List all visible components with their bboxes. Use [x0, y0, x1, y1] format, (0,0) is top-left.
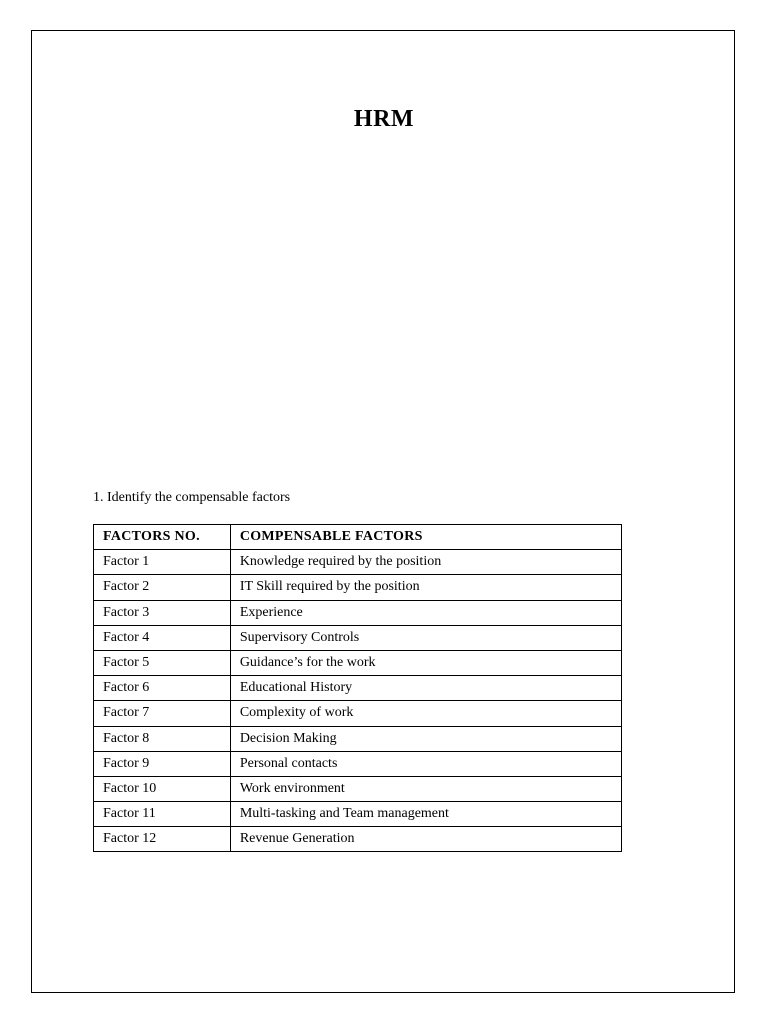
header-compensable-factors: COMPENSABLE FACTORS — [230, 525, 621, 550]
factor-name-cell: Complexity of work — [230, 701, 621, 726]
table-row — [94, 827, 622, 852]
table-header-row — [94, 525, 622, 550]
table-row — [94, 650, 622, 675]
factor-name-cell: IT Skill required by the position — [230, 575, 621, 600]
factor-name-cell: Guidance’s for the work — [230, 650, 621, 675]
table-row — [94, 625, 622, 650]
factor-number-cell: Factor 5 — [94, 650, 231, 675]
table-row — [94, 676, 622, 701]
table-row — [94, 550, 622, 575]
factor-name-cell: Supervisory Controls — [230, 625, 621, 650]
page-title: HRM — [353, 106, 415, 132]
factor-name-cell: Multi-tasking and Team management — [230, 802, 621, 827]
question-text: 1. Identify the compensable factors — [93, 490, 291, 505]
table-row — [94, 701, 622, 726]
factor-name-cell: Educational History — [230, 676, 621, 701]
factor-number-cell: Factor 4 — [94, 625, 231, 650]
factor-name-cell: Personal contacts — [230, 751, 621, 776]
table-row — [94, 776, 622, 801]
compensable-factors-table — [93, 524, 622, 852]
factor-number-cell: Factor 11 — [94, 802, 231, 827]
table-row — [94, 726, 622, 751]
factor-number-cell: Factor 9 — [94, 751, 231, 776]
factor-number-cell: Factor 8 — [94, 726, 231, 751]
factor-name-cell: Knowledge required by the position — [230, 550, 621, 575]
factor-name-cell: Work environment — [230, 776, 621, 801]
table-row — [94, 802, 622, 827]
factor-name-cell: Experience — [230, 600, 621, 625]
factor-name-cell: Decision Making — [230, 726, 621, 751]
factor-number-cell: Factor 10 — [94, 776, 231, 801]
header-factors-no: FACTORS NO. — [94, 525, 231, 550]
factor-number-cell: Factor 1 — [94, 550, 231, 575]
factor-number-cell: Factor 2 — [94, 575, 231, 600]
factor-number-cell: Factor 12 — [94, 827, 231, 852]
table-row — [94, 600, 622, 625]
factor-number-cell: Factor 6 — [94, 676, 231, 701]
table-row — [94, 575, 622, 600]
factor-number-cell: Factor 3 — [94, 600, 231, 625]
table-row — [94, 751, 622, 776]
factor-number-cell: Factor 7 — [94, 701, 231, 726]
factor-name-cell: Revenue Generation — [230, 827, 621, 852]
